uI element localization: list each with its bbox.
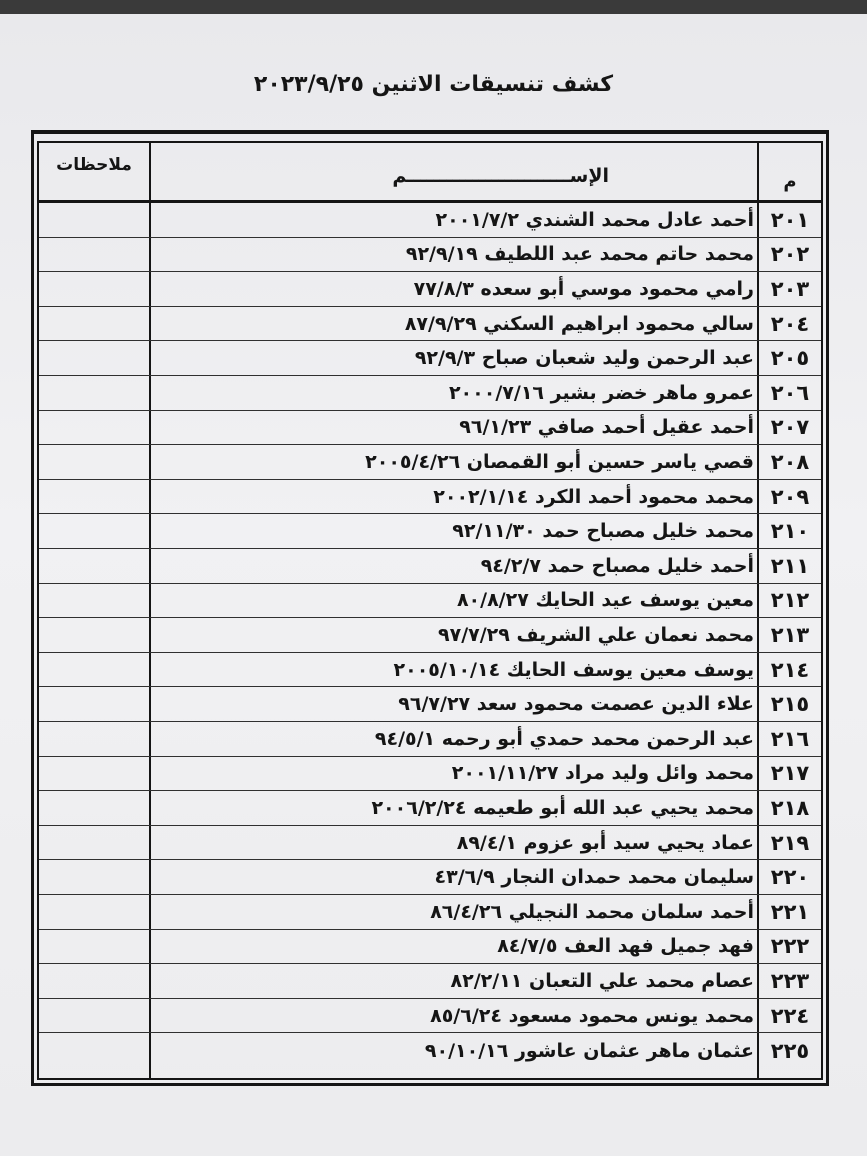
row-notes [39,584,149,618]
table-header-row [39,143,821,203]
table-row [39,203,821,238]
row-number: ٢٠٦ [770,380,810,405]
row-name: عثمان ماهر عثمان عاشور ٩٠/١٠/١٦ [424,1039,754,1062]
row-number: ٢١٢ [770,588,810,613]
row-name: سالي محمود ابراهيم السكني ٨٧/٩/٢٩ [404,312,754,335]
row-notes [39,687,149,721]
row-name: علاء الدين عصمت محمود سعد ٩٦/٧/٢٧ [398,693,754,716]
row-number: ٢٢١ [770,899,810,924]
row-notes [39,999,149,1033]
row-number: ٢٠٧ [770,415,810,440]
row-notes [39,618,149,652]
table-row [39,1033,821,1068]
row-name: فهد جميل فهد العف ٨٤/٧/٥ [497,935,754,958]
row-number: ٢١٧ [770,761,810,786]
row-notes [39,860,149,894]
table-row [39,895,821,930]
row-name: معين يوسف عيد الحايك ٨٠/٨/٢٧ [456,589,754,612]
row-notes [39,895,149,929]
row-name: محمد يحيي عبد الله أبو طعيمه ٢٠٠٦/٢/٢٤ [371,796,754,819]
table-row [39,826,821,861]
table-row [39,930,821,965]
row-name: محمد خليل مصباح حمد ٩٢/١١/٣٠ [452,520,754,543]
table-row [39,687,821,722]
table-row [39,411,821,446]
table-row [39,791,821,826]
row-number: ٢٢٠ [770,865,810,890]
row-number: ٢١٠ [770,519,810,544]
row-notes [39,341,149,375]
row-number: ٢٠٢ [770,242,810,267]
row-notes [39,549,149,583]
table-row [39,757,821,792]
row-name: عصام محمد علي التعبان ٨٢/٢/١١ [450,969,754,992]
row-number: ٢١١ [770,553,810,578]
row-notes [39,722,149,756]
table-frame [37,141,823,1080]
table-row [39,514,821,549]
row-name: أحمد خليل مصباح حمد ٩٤/٢/٧ [480,554,754,577]
row-number: ٢١٨ [770,795,810,820]
table-row [39,964,821,999]
table-row [39,584,821,619]
page-title: كشف تنسيقات الاثنين ٢٠٢٣/٩/٢٥ [253,72,614,97]
header-number [761,143,819,200]
row-number: ٢١٣ [770,622,810,647]
row-number: ٢٠٩ [770,484,810,509]
row-notes [39,930,149,964]
row-name: عبد الرحمن محمد حمدي أبو رحمه ٩٤/٥/١ [374,727,754,750]
row-number: ٢٢٢ [770,934,810,959]
row-notes [39,964,149,998]
row-notes [39,411,149,445]
table-row [39,307,821,342]
table-row [39,549,821,584]
table-row [39,445,821,480]
row-notes [39,272,149,306]
row-notes [39,514,149,548]
table-row [39,653,821,688]
row-number: ٢٠١ [770,207,810,232]
table-row [39,480,821,515]
table-row [39,341,821,376]
row-number: ٢٠٤ [770,311,810,336]
row-name: سليمان محمد حمدان النجار ٤٣/٦/٩ [434,866,754,889]
row-number: ٢١٦ [770,726,810,751]
row-number: ٢٢٤ [770,1003,810,1028]
row-name: أحمد عقيل أحمد صافي ٩٦/١/٢٣ [459,416,754,439]
row-name: محمد يونس محمود مسعود ٨٥/٦/٢٤ [430,1004,754,1027]
row-name: عماد يحيي سيد أبو عزوم ٨٩/٤/١ [456,831,754,854]
table-row [39,999,821,1034]
row-name: يوسف معين يوسف الحايك ٢٠٠٥/١٠/١٤ [393,658,754,681]
table-row [39,376,821,411]
row-name: رامي محمود موسي أبو سعده ٧٧/٨/٣ [413,277,754,300]
table-row [39,272,821,307]
row-number: ٢٠٥ [770,346,810,371]
table-row [39,722,821,757]
row-number: ٢٠٣ [770,276,810,301]
row-name: محمد محمود أحمد الكرد ٢٠٠٢/١/١٤ [433,485,754,508]
names-table [31,130,829,1086]
row-number: ٢٢٥ [770,1038,810,1063]
paper-sheet [0,14,867,1156]
row-number: ٢٠٨ [770,449,810,474]
row-name: محمد وائل وليد مراد ٢٠٠١/١١/٢٧ [451,762,754,785]
row-notes [39,653,149,687]
row-notes [39,791,149,825]
row-notes [39,238,149,272]
table-row [39,618,821,653]
row-name: أحمد عادل محمد الشندي ٢٠٠١/٧/٢ [435,208,754,231]
row-notes [39,307,149,341]
row-notes [39,203,149,237]
row-name: عمرو ماهر خضر بشير ٢٠٠٠/٧/١٦ [448,381,754,404]
row-name: أحمد سلمان محمد النجيلي ٨٦/٤/٢٦ [430,900,754,923]
header-notes-label: ملاحظات [56,155,132,175]
row-number: ٢١٩ [770,830,810,855]
row-notes [39,1033,149,1068]
row-notes [39,757,149,791]
row-number: ٢١٤ [770,657,810,682]
header-notes [39,143,149,200]
row-notes [39,480,149,514]
row-name: عبد الرحمن وليد شعبان صباح ٩٢/٩/٣ [414,347,754,370]
table-row [39,238,821,273]
header-number-label: م [783,171,797,192]
row-number: ٢١٥ [770,692,810,717]
row-notes [39,376,149,410]
header-name [142,143,754,200]
row-name: محمد حاتم محمد عبد اللطيف ٩٢/٩/١٩ [405,243,754,266]
row-notes [39,826,149,860]
row-name: محمد نعمان علي الشريف ٩٧/٧/٢٩ [438,623,754,646]
header-name-label: الإســـــــــــــــــــــــــم [392,165,609,187]
table-row [39,860,821,895]
row-number: ٢٢٣ [770,968,810,993]
row-name: قصي ياسر حسين أبو القمصان ٢٠٠٥/٤/٢٦ [365,450,754,473]
row-notes [39,445,149,479]
